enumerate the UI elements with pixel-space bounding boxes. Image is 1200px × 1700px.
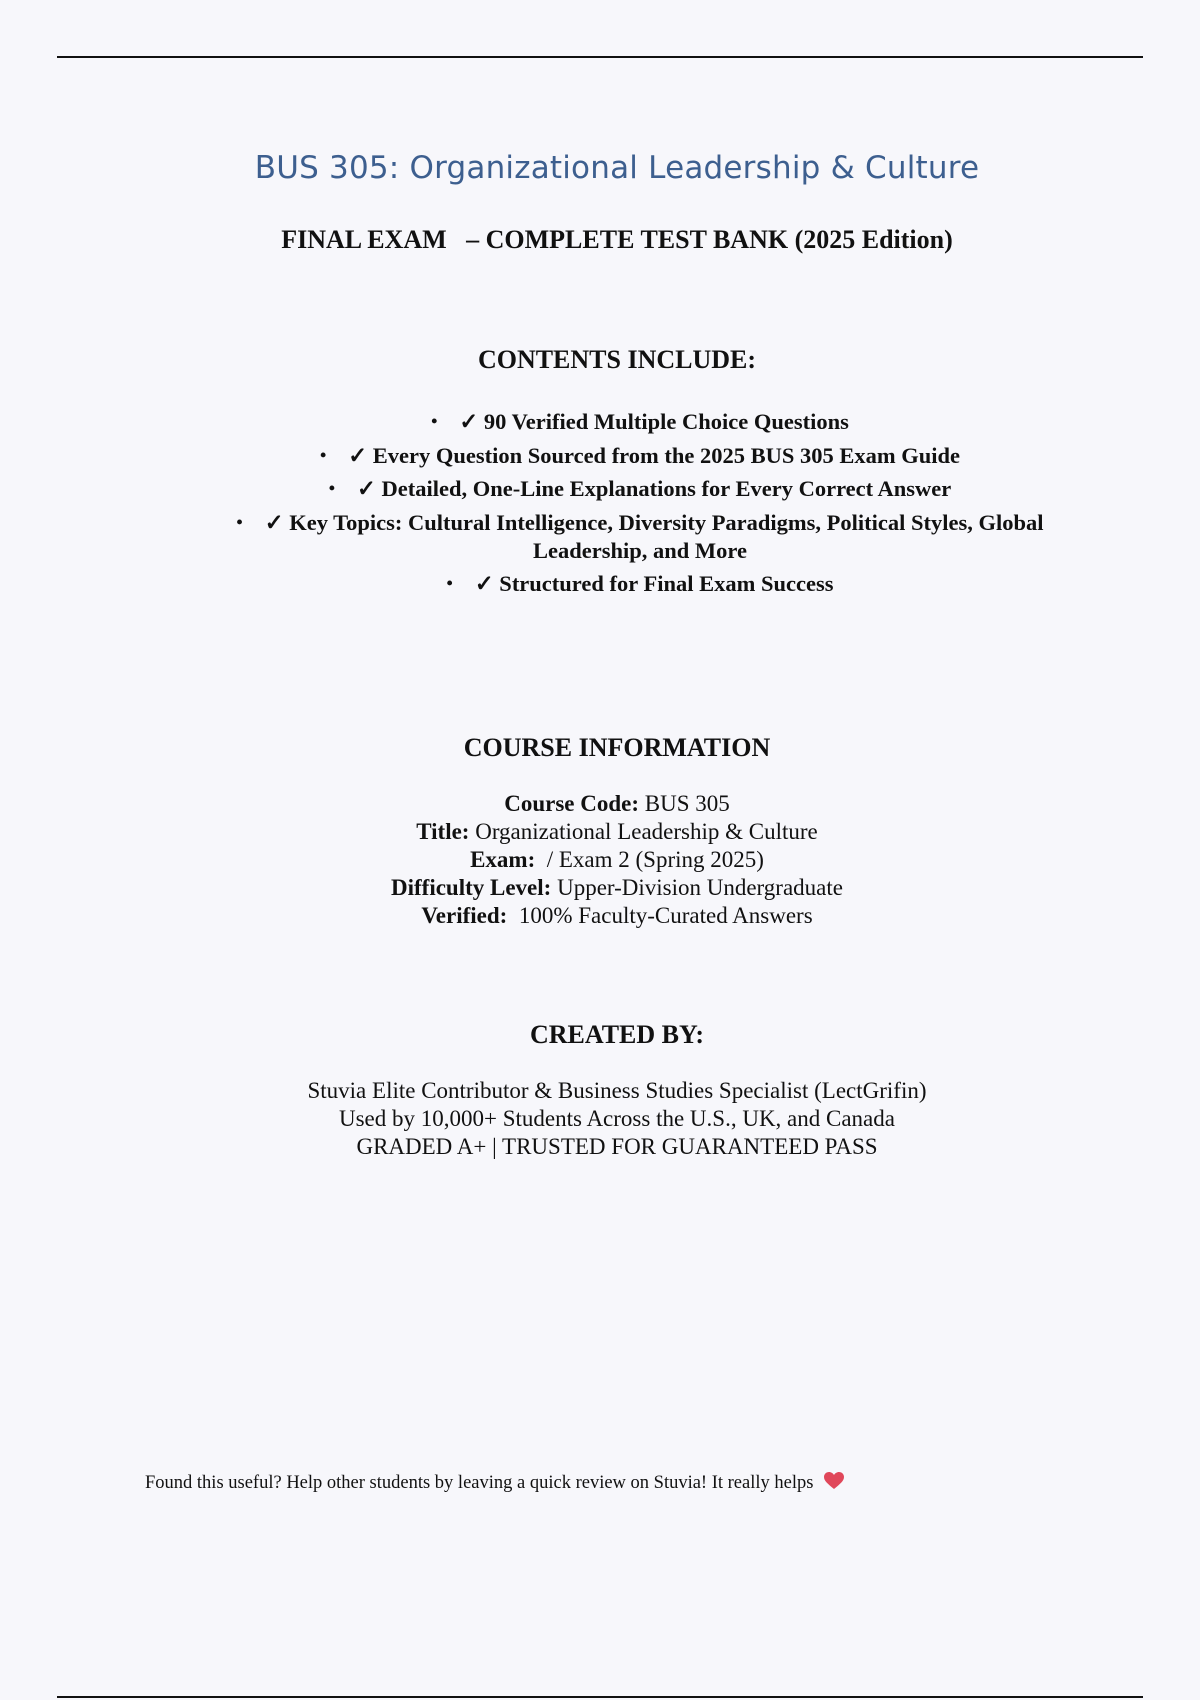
- list-item-text: ✓ 90 Verified Multiple Choice Questions: [459, 409, 849, 434]
- course-code-value: BUS 305: [639, 791, 730, 816]
- created-by-line: Stuvia Elite Contributor & Business Studies Specialist (LectGrifin): [307, 1078, 927, 1103]
- verified-label: Verified:: [421, 903, 508, 928]
- course-info-row: [0, 846, 1200, 874]
- created-by-block: [0, 1077, 1200, 1161]
- list-item: [190, 474, 1090, 503]
- page-subtitle: FINAL EXAM – COMPLETE TEST BANK (2025 Edition): [281, 225, 953, 254]
- course-info-row: [0, 902, 1200, 930]
- course-info-row: [0, 874, 1200, 902]
- course-info-row: [0, 790, 1200, 818]
- heart-icon: [824, 1472, 844, 1496]
- exam-value: / Exam 2 (Spring 2025): [535, 847, 764, 872]
- footer-note: [145, 1472, 844, 1496]
- page-title: BUS 305: Organizational Leadership & Culture: [254, 150, 980, 186]
- list-item-text: ✓ Key Topics: Cultural Intelligence, Diversity Paradigms, Political Styles, Global Leadership, and More: [264, 509, 1044, 563]
- course-code-label: Course Code:: [504, 791, 640, 816]
- created-by-heading: CREATED BY:: [529, 1020, 705, 1049]
- list-item: [190, 508, 1090, 565]
- verified-value: 100% Faculty-Curated Answers: [507, 903, 813, 928]
- contents-list: [190, 407, 1090, 603]
- bullet-icon: •: [236, 511, 243, 532]
- list-item: [190, 569, 1090, 598]
- bullet-icon: •: [431, 411, 438, 431]
- bullet-icon: •: [319, 444, 327, 465]
- difficulty-label: Difficulty Level:: [391, 875, 552, 900]
- course-info-heading: COURSE INFORMATION: [463, 733, 771, 762]
- list-item-text: ✓ Detailed, One-Line Explanations for Every Correct Answer: [357, 476, 952, 501]
- title-label: Title:: [416, 819, 470, 844]
- top-rule: [57, 56, 1143, 58]
- contents-heading: CONTENTS INCLUDE:: [477, 345, 757, 374]
- list-item-text: ✓ Structured for Final Exam Success: [474, 571, 834, 596]
- bullet-icon: •: [446, 573, 453, 593]
- course-info-block: [0, 790, 1200, 930]
- created-by-line: GRADED A+ | TRUSTED FOR GUARANTEED PASS: [356, 1134, 878, 1159]
- title-value: Organizational Leadership & Culture: [469, 819, 818, 844]
- list-item-text: ✓ Every Question Sourced from the 2025 BUS 305 Exam Guide: [348, 442, 961, 468]
- footer-note-text: Found this useful? Help other students by leaving a quick review on Stuvia! It really helps: [145, 1473, 814, 1493]
- exam-label: Exam:: [470, 847, 536, 872]
- list-item: [190, 441, 1090, 470]
- bottom-rule: [57, 1696, 1143, 1698]
- course-info-row: [0, 818, 1200, 846]
- difficulty-value: Upper-Division Undergraduate: [551, 875, 843, 900]
- bullet-icon: •: [328, 478, 336, 498]
- created-by-line: Used by 10,000+ Students Across the U.S., UK, and Canada: [339, 1106, 895, 1131]
- list-item: [190, 407, 1090, 436]
